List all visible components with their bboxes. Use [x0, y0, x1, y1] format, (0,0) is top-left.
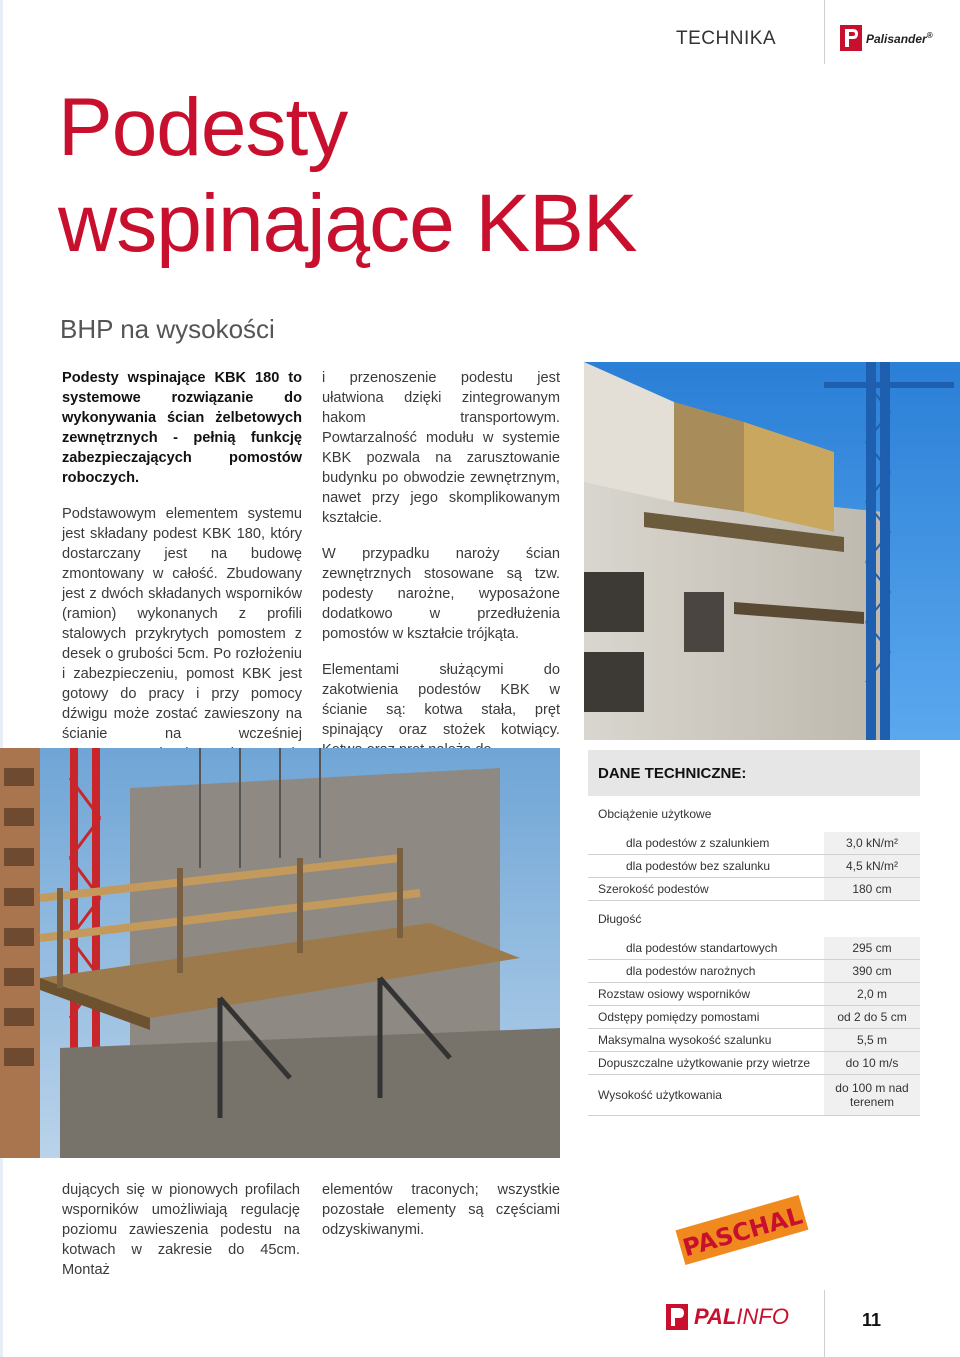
spec-row	[588, 937, 920, 960]
body-paragraph: Elementami służącymi do zakotwienia podestów KBK w ścianie są: kotwa stała, pręt spinający oraz stożek kotwiący.	[322, 662, 560, 738]
spec-value: do 100 m nad terenem	[824, 1075, 920, 1115]
title-line-2: wspinające KBK	[58, 178, 637, 269]
lead-paragraph: Podesty wspinające KBK 180 to systemowe rozwiązanie do wykonywania ścian żelbetowych zewnętrznych - pełnią funkcję zabezpieczających pomostów roboczych.	[62, 370, 302, 486]
spec-row	[588, 1052, 920, 1075]
spec-label: dla podestów narożnych	[626, 964, 756, 978]
spec-value: 295 cm	[824, 937, 920, 959]
body-paragraph: W przypadku naroży ścian zewnętrznych stosowane są tzw. podesty narożne, wyposażone dodatkowo w przedłużenia pomostów w kształcie trójkąta.	[322, 546, 560, 642]
spec-label: dla podestów bez szalunku	[626, 859, 771, 873]
page-number: 11	[862, 1310, 882, 1330]
text-column-3	[62, 1180, 300, 1296]
platform-photo-illustration	[0, 748, 560, 1158]
article-subtitle: BHP na wysokości	[60, 314, 275, 344]
spec-label: Wysokość użytkowania	[598, 1088, 722, 1102]
spec-row	[588, 796, 920, 832]
spec-row	[588, 901, 920, 937]
svg-text:PASCHAL: PASCHAL	[679, 1201, 806, 1263]
paschal-logo-graphic	[672, 1190, 812, 1270]
body-paragraph: i przenoszenie podestu jest ułatwiona dzięki zintegrowanym hakom transportowym. Powtarzalność modułu w systemie KBK pozwala na zarusztowanie budynku po obwodzie zewnętrznym, nawet przy jego skomplikowanym kształcie.	[322, 370, 560, 526]
body-paragraph: dujących się w pionowych profilach wsporników umożliwiają regulację poziomu zawieszenia podestu na kotwach w zakresie do 45cm. Montaż	[62, 1182, 300, 1278]
spec-value: od 2 do 5 cm	[824, 1006, 920, 1028]
spec-label: Maksymalna wysokość szalunku	[598, 1033, 772, 1047]
technical-data-table	[588, 750, 920, 1116]
spec-value	[824, 901, 920, 937]
spec-label: Długość	[598, 912, 642, 926]
spec-title: DANE TECHNICZNE:	[588, 750, 920, 796]
palinfo-text: PALINFO	[694, 1304, 789, 1329]
body-paragraph: Podstawowym elementem systemu jest składany podest KBK 180, który dostarczany jest na budowę zmontowany w całość. Zbudowany jest z dwóch składanych wsporników (ramion) wykonanych z profili stalowych przykrytych pomostem z desek o grubości 5cm. Po rozłożeniu i zabezpieczeniu, pomost KBK jest gotowy do pracy i przy pomocy dźwigu może zostać zawieszony na ścianie na wcześniej	[62, 506, 302, 742]
photo-building-platforms	[584, 362, 960, 740]
spec-row	[588, 1075, 920, 1116]
spec-label: dla podestów z szalunkiem	[626, 836, 770, 850]
spec-row	[588, 1006, 920, 1029]
photo-climbing-platform	[0, 748, 560, 1158]
footer-divider	[824, 1290, 825, 1358]
spec-value: 180 cm	[824, 878, 920, 900]
spec-row	[588, 878, 920, 901]
spec-row	[588, 832, 920, 855]
building-photo-illustration	[584, 362, 960, 740]
palisander-p-icon	[840, 25, 862, 51]
text-column-1	[62, 368, 302, 800]
spec-value: 390 cm	[824, 960, 920, 982]
title-line-1: Podesty	[58, 82, 348, 173]
header-divider	[824, 0, 825, 64]
spec-label: Dopuszczalne użytkowanie przy wietrze	[598, 1056, 811, 1070]
spec-row	[588, 1029, 920, 1052]
spec-rows	[588, 796, 920, 1116]
spec-value: do 10 m/s	[824, 1052, 920, 1074]
palinfo-p-icon	[666, 1304, 688, 1330]
spec-row	[588, 983, 920, 1006]
spec-label: Szerokość podestów	[598, 882, 709, 896]
spec-label: Obciążenie użytkowe	[598, 807, 712, 821]
palisander-logo	[840, 24, 933, 52]
text-column-2	[322, 368, 560, 776]
spec-value: 4,5 kN/m²	[824, 855, 920, 877]
spec-row	[588, 855, 920, 878]
spec-label: Odstępy pomiędzy pomostami	[598, 1010, 760, 1024]
palinfo-logo	[666, 1304, 789, 1330]
section-label: TECHNIKA	[676, 28, 777, 49]
spec-value	[824, 796, 920, 832]
article-title	[58, 80, 758, 272]
body-paragraph: elementów traconych; wszystkie pozostałe elementy są częściami odzyskiwanymi.	[322, 1182, 560, 1238]
spec-value: 2,0 m	[824, 983, 920, 1005]
text-column-4	[322, 1180, 560, 1256]
paschal-logo	[672, 1190, 812, 1275]
spec-value: 3,0 kN/m²	[824, 832, 920, 854]
brand-name: Palisander®	[866, 30, 933, 46]
spec-value: 5,5 m	[824, 1029, 920, 1051]
spec-label: dla podestów standartowych	[626, 941, 778, 955]
spec-row	[588, 960, 920, 983]
spec-label: Rozstaw osiowy wsporników	[598, 987, 751, 1001]
